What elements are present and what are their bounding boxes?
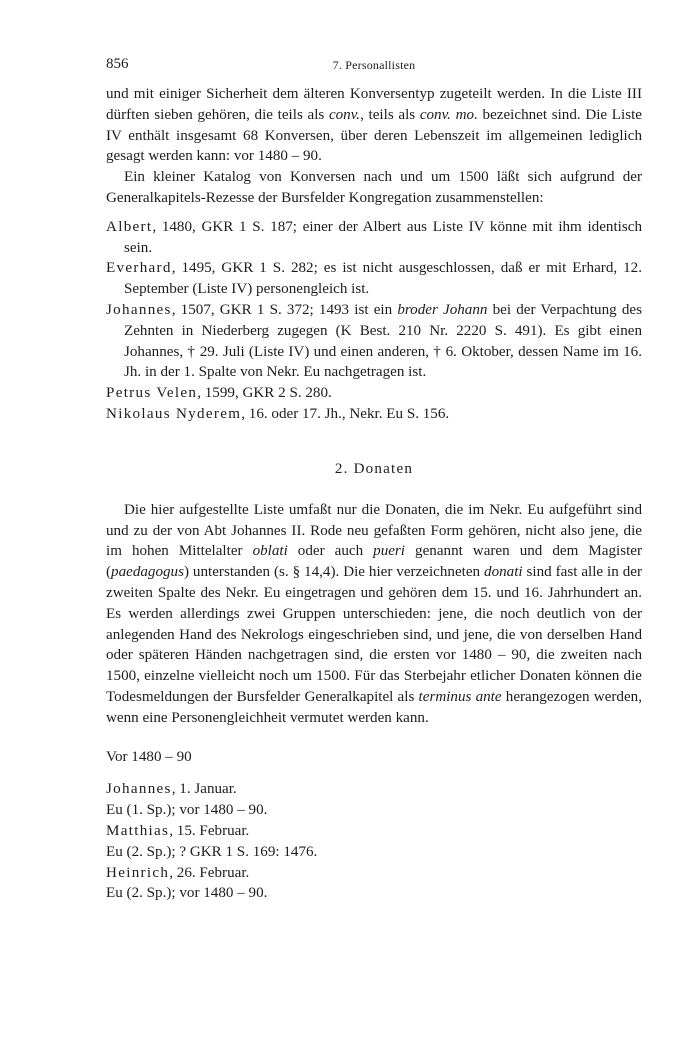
donaten-list bbox=[106, 779, 642, 904]
list-item: Albert, 1480, GKR 1 S. 187; einer der Albert aus Liste IV könne mit ihm identisch sein. bbox=[106, 218, 642, 256]
italic-term: donati bbox=[484, 564, 523, 581]
italic-term: paedagogus bbox=[111, 564, 184, 581]
entry-name: Albert bbox=[106, 218, 153, 235]
italic-term: conv. bbox=[328, 106, 361, 123]
page-header bbox=[106, 56, 642, 76]
list-item: Nikolaus Nyderem, 16. oder 17. Jh., Nekr. Eu S. 156. bbox=[106, 405, 450, 422]
entry-name: Johannes bbox=[106, 781, 172, 798]
entry-name: Everhard bbox=[106, 260, 172, 277]
list-item: Matthias, 15. Februar. Eu (2. Sp.); ? GKR 1 S. 169: 1476. bbox=[106, 821, 642, 863]
konversen-catalog bbox=[106, 217, 642, 425]
entry-name: Heinrich bbox=[106, 864, 170, 881]
section-title: 2. Donaten bbox=[334, 460, 414, 477]
section-paragraph: Die hier aufgestellte Liste umfaßt nur die Donaten, die im Nekr. Eu aufgeführt sind und zu der von Abt Johannes II. Rode neu gefaßten Form gehören, nicht also jene, die im hohen Mittelalter oblati oder auch pueri genannt waren und dem Magister (paedagogus) unterstanden (s. § 14,4). Die hier verzeichneten donati sind fast alle in der zweiten Spalte des Nekr. Eu eingetragen und gehören dem 15. und 16. Jahrhundert an. Es werden allerdings zwei Gruppen unterschieden: jene, die noch deutlich von der anlegenden Hand des Nekrologs eingeschrieben sind, und jene, die von derselben Hand oder späteren Händen nachgetragen sind, die ersten vor 1480 – 90, die zweiten nach 1500, einzelne vielleicht noch um 1500. Für das Sterbejahr etlicher Donaten können die Todesmeldungen der Bursfelder Generalkapitel als terminus ante herangezogen werden, wenn eine Personengleichheit vermutet werden kann. bbox=[106, 501, 642, 726]
italic-term: pueri bbox=[373, 543, 406, 560]
subsection-heading: Vor 1480 – 90 bbox=[106, 748, 192, 765]
intro-paragraph-2: Ein kleiner Katalog von Konversen nach und um 1500 läßt sich aufgrund der Generalkapitels-Rezesse der Bursfelder Kongregation zusammenstellen: bbox=[106, 169, 642, 206]
entry-note: Eu (2. Sp.); ? GKR 1 S. 169: 1476. bbox=[106, 843, 318, 860]
document-page bbox=[106, 56, 642, 904]
entry-note: Eu (2. Sp.); vor 1480 – 90. bbox=[106, 885, 268, 902]
intro-paragraph-1: und mit einiger Sicherheit dem älteren Konversentyp zugeteilt werden. In die Liste III dürften sieben gehören, die teils als conv., teils als conv. mo. bezeichnet sind. Die Liste IV enthält insgesamt 68 Konversen, über deren Lebenszeit im allgemeinen lediglich gesagt werden kann: vor 1480 – 90. bbox=[106, 86, 642, 165]
entry-name: Matthias bbox=[106, 822, 170, 839]
list-item: Everhard, 1495, GKR 1 S. 282; es ist nicht ausgeschlossen, daß er mit Erhard, 12. September (Liste IV) personengleich ist. bbox=[106, 260, 642, 298]
entry-name: Petrus Velen bbox=[106, 385, 198, 402]
list-item: Petrus Velen, 1599, GKR 2 S. 280. bbox=[106, 385, 332, 402]
list-item: Johannes, 1507, GKR 1 S. 372; 1493 ist ein broder Johann bei der Verpachtung des Zehnten in Niederberg zugegen (K Best. 210 Nr. 2220 S. 491). Es gibt einen Johannes, † 29. Juli (Liste IV) und einen anderen, † 6. Oktober, dessen Name im 16. Jh. in der 1. Spalte von Nekr. Eu nachgetragen ist. bbox=[106, 301, 642, 381]
italic-term: conv. mo. bbox=[419, 106, 478, 123]
running-head: 7. Personallisten bbox=[332, 58, 416, 72]
list-item: Johannes, 1. Januar. Eu (1. Sp.); vor 1480 – 90. bbox=[106, 779, 642, 821]
page-number: 856 bbox=[106, 56, 129, 72]
italic-term: broder Johann bbox=[397, 301, 488, 318]
list-item: Heinrich, 26. Februar. Eu (2. Sp.); vor 1480 – 90. bbox=[106, 863, 642, 905]
entry-name: Johannes bbox=[106, 301, 172, 318]
italic-term: oblati bbox=[252, 543, 288, 560]
italic-term: terminus ante bbox=[418, 688, 502, 705]
entry-name: Nikolaus Nyderem bbox=[106, 405, 242, 422]
entry-note: Eu (1. Sp.); vor 1480 – 90. bbox=[106, 802, 268, 819]
